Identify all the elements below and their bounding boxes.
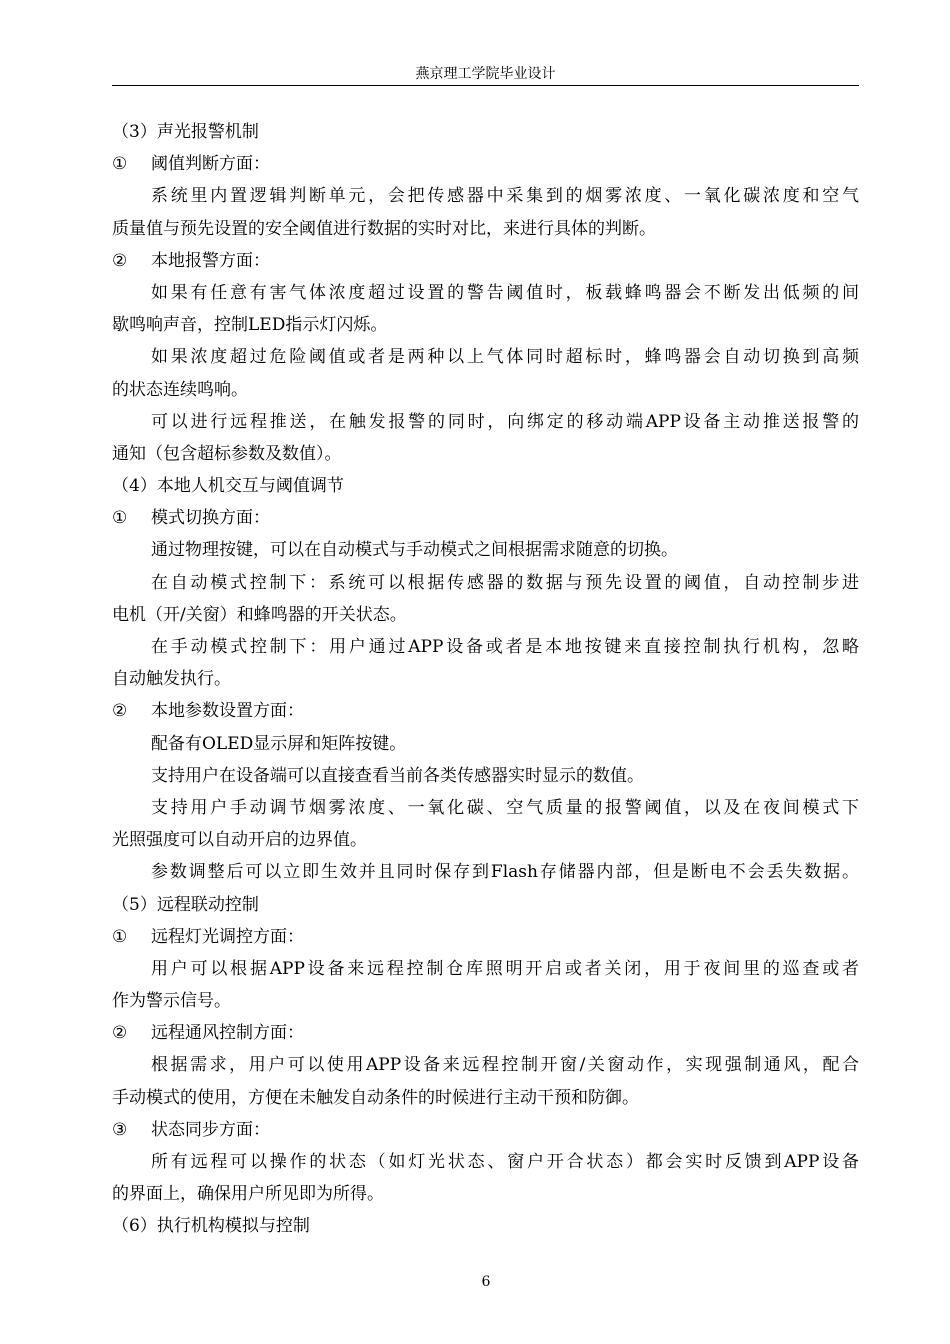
section-heading-text: （3）声光报警机制 bbox=[112, 122, 259, 142]
list-item-text: 远程通风控制方面： bbox=[151, 1023, 304, 1044]
section-heading bbox=[112, 116, 859, 148]
list-item bbox=[112, 1017, 859, 1049]
page-header: 燕京理工学院毕业设计 bbox=[415, 66, 556, 82]
list-item-text: 阈值判断方面： bbox=[151, 154, 270, 175]
paragraph-line: 在手动模式控制下：用户通过APP设备或者是本地按键来直接控制执行机构，忽略 bbox=[151, 637, 859, 657]
paragraph-line: 如果浓度超过危险阈值或者是两种以上气体同时超标时，蜂鸣器会自动切换到高频 bbox=[151, 347, 859, 368]
list-item-marker: ② bbox=[112, 250, 128, 271]
section-heading bbox=[112, 889, 859, 921]
list-item-text: 本地参数设置方面： bbox=[151, 701, 304, 722]
paragraph-line: 配备有OLED显示屏和矩阵按键。 bbox=[151, 733, 407, 754]
section-heading bbox=[112, 1210, 859, 1242]
paragraph-line: 通过物理按键，可以在自动模式与手动模式之间根据需求随意的切换。 bbox=[151, 540, 678, 561]
list-item-marker: ① bbox=[112, 926, 128, 947]
list-item bbox=[112, 148, 859, 180]
paragraph-continuation: 自动触发执行。 bbox=[112, 669, 231, 690]
section-heading bbox=[112, 470, 859, 502]
paragraph-continuation: 的状态连续鸣响。 bbox=[112, 379, 248, 400]
paragraph-continuation: 手动模式的使用，方便在未触发自动条件的时候进行主动干预和防御。 bbox=[112, 1087, 639, 1108]
list-item-text: 状态同步方面： bbox=[151, 1119, 270, 1140]
section-heading-text: （6）执行机构模拟与控制 bbox=[112, 1216, 310, 1237]
list-item bbox=[112, 695, 859, 727]
list-item-marker: ① bbox=[112, 154, 128, 175]
paragraph-continuation: 的界面上，确保用户所见即为所得。 bbox=[112, 1184, 384, 1205]
page-number: 6 bbox=[481, 1274, 491, 1290]
paragraph-continuation: 通知（包含超标参数及数值）。 bbox=[112, 443, 342, 464]
paragraph-line: 支持用户手动调节烟雾浓度、一氧化碳、空气质量的报警阈值，以及在夜间模式下 bbox=[151, 797, 859, 818]
section-heading-text: （5）远程联动控制 bbox=[112, 894, 259, 915]
paragraph-line: 系统里内置逻辑判断单元，会把传感器中采集到的烟雾浓度、一氧化碳浓度和空气 bbox=[151, 186, 859, 207]
list-item bbox=[112, 245, 859, 277]
header-divider bbox=[112, 85, 859, 86]
section-heading-text: （4）本地人机交互与阈值调节 bbox=[112, 476, 344, 497]
list-item-text: 模式切换方面： bbox=[151, 508, 270, 529]
list-item-marker: ③ bbox=[112, 1119, 128, 1140]
paragraph-line: 可以进行远程推送，在触发报警的同时，向绑定的移动端APP设备主动推送报警的 bbox=[151, 411, 859, 432]
paragraph-continuation: 作为警示信号。 bbox=[112, 991, 231, 1012]
paragraph-line: 根据需求，用户可以使用APP设备来远程控制开窗/关窗动作，实现强制通风，配合 bbox=[151, 1055, 859, 1076]
paragraph-continuation: 电机（开/关窗）和蜂鸣器的开关状态。 bbox=[112, 604, 407, 625]
paragraph-line: 支持用户在设备端可以直接查看当前各类传感器实时显示的数值。 bbox=[151, 765, 644, 786]
list-item-text: 本地报警方面： bbox=[151, 250, 270, 271]
paragraph-line: 在自动模式控制下：系统可以根据传感器的数据与预先设置的阈值，自动控制步进 bbox=[151, 572, 859, 593]
paragraph-line: 所有远程可以操作的状态（如灯光状态、窗户开合状态）都会实时反馈到APP设备 bbox=[151, 1152, 859, 1172]
paragraph-continuation: 质量值与预先设置的安全阈值进行数据的实时对比，来进行具体的判断。 bbox=[112, 218, 656, 239]
paragraph-line: 如果有任意有害气体浓度超过设置的警告阈值时，板载蜂鸣器会不断发出低频的间 bbox=[151, 282, 859, 303]
list-item-marker: ① bbox=[112, 508, 128, 529]
document-body bbox=[112, 116, 859, 1243]
list-item bbox=[112, 921, 859, 953]
list-item-text: 远程灯光调控方面： bbox=[151, 926, 304, 947]
list-item bbox=[112, 502, 859, 534]
list-item bbox=[112, 1114, 859, 1146]
paragraph-line: 参数调整后可以立即生效并且同时保存到Flash存储器内部，但是断电不会丢失数据。 bbox=[151, 862, 859, 883]
paragraph-continuation: 歇鸣响声音，控制LED指示灯闪烁。 bbox=[112, 315, 388, 336]
list-item-marker: ② bbox=[112, 701, 128, 722]
paragraph-continuation: 光照强度可以自动开启的边界值。 bbox=[112, 830, 367, 851]
list-item-marker: ② bbox=[112, 1023, 128, 1044]
paragraph-line: 用户可以根据APP设备来远程控制仓库照明开启或者关闭，用于夜间里的巡查或者 bbox=[151, 958, 859, 979]
